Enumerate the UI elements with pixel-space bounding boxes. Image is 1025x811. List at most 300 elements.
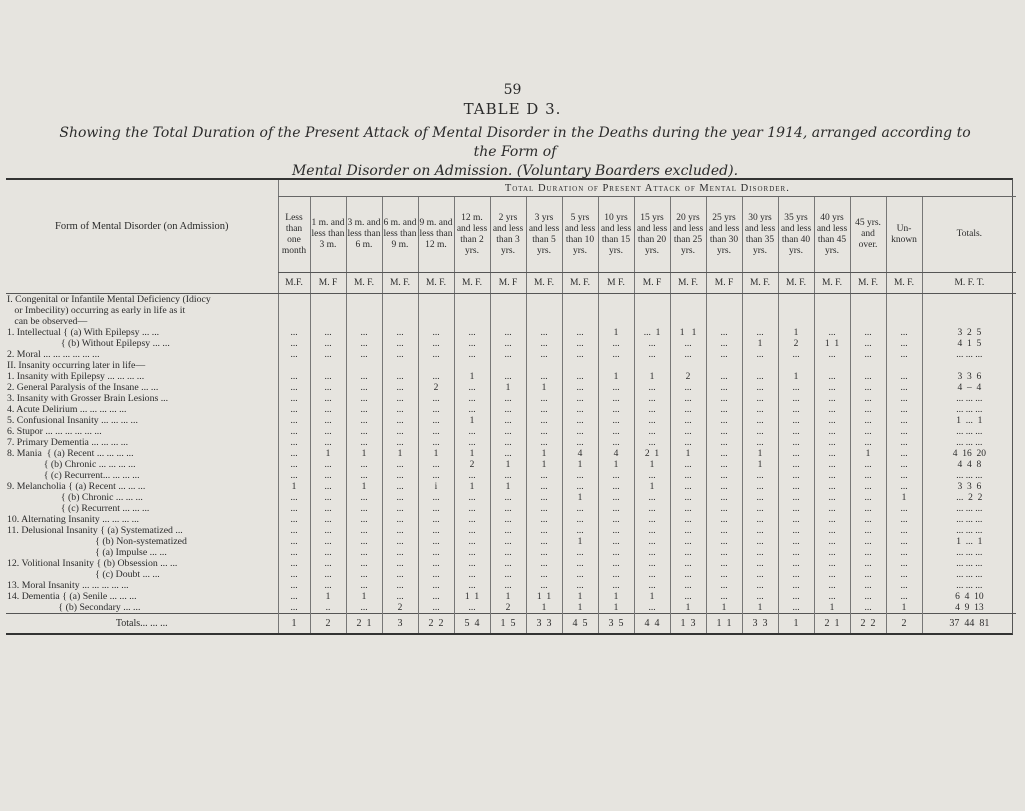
table-cell: ...	[814, 569, 850, 580]
table-cell: ...	[634, 536, 670, 547]
table-cell: 1	[742, 459, 778, 470]
table-cell: ...	[634, 558, 670, 569]
table-cell: ...	[310, 580, 346, 591]
empty-cell	[490, 316, 526, 327]
table-cell: ...	[310, 536, 346, 547]
empty-cell	[886, 305, 922, 316]
table-cell: ...	[634, 349, 670, 360]
empty-cell	[670, 360, 706, 371]
table-cell: ...	[598, 525, 634, 536]
empty-cell	[778, 360, 814, 371]
sex-subheader: M. F	[310, 273, 346, 294]
table-cell: ...	[850, 349, 886, 360]
sex-row-blank	[6, 273, 278, 294]
table-cell: ...	[634, 338, 670, 349]
table-cell: 1	[454, 371, 490, 382]
table-cell: ...	[526, 492, 562, 503]
sex-subheader: M. F	[490, 273, 526, 294]
table-cell: ...	[346, 459, 382, 470]
table-caption	[50, 124, 980, 181]
table-cell: ...	[346, 349, 382, 360]
column-header: 30 yrs and less than 35 yrs.	[742, 197, 778, 273]
table-cell: ...	[310, 481, 346, 492]
table-cell: 1	[278, 481, 310, 492]
table-cell: ...	[850, 481, 886, 492]
column-header: 1 m. and less than 3 m.	[310, 197, 346, 273]
empty-cell	[346, 360, 382, 371]
table-cell: ...	[706, 349, 742, 360]
table-cell: ...	[814, 426, 850, 437]
table-cell: ...	[562, 558, 598, 569]
table-cell: 1	[490, 481, 526, 492]
table-cell: 1	[598, 327, 634, 338]
table-cell: ...	[454, 514, 490, 525]
table-cell: ...	[418, 404, 454, 415]
table-cell: 1	[634, 459, 670, 470]
table-cell: ...	[310, 437, 346, 448]
column-header: 3 m. and less than 6 m.	[346, 197, 382, 273]
table-cell: ...	[418, 547, 454, 558]
empty-cell	[778, 305, 814, 316]
table-cell: 1	[634, 371, 670, 382]
totals-cell: 37 44 81	[922, 614, 1016, 634]
empty-cell	[778, 294, 814, 306]
table-cell: ...	[382, 404, 418, 415]
table-cell: ...	[562, 426, 598, 437]
table-row	[6, 338, 1016, 349]
empty-cell	[598, 305, 634, 316]
table-cell: ...	[346, 503, 382, 514]
empty-cell	[382, 305, 418, 316]
sex-subheader: M. F	[634, 273, 670, 294]
table-cell: ...	[490, 371, 526, 382]
table-cell: ...	[598, 382, 634, 393]
table-cell: ...	[278, 580, 310, 591]
empty-cell	[346, 316, 382, 327]
table-cell: 3 3 6	[922, 371, 1016, 382]
table-cell: ...	[886, 371, 922, 382]
table-cell: ...	[278, 437, 310, 448]
table-cell: ...	[778, 437, 814, 448]
table-cell: ...	[778, 503, 814, 514]
table-cell: ...	[346, 536, 382, 547]
table-cell: ...	[814, 525, 850, 536]
table-cell: ...	[278, 547, 310, 558]
table-cell: ...	[706, 558, 742, 569]
table-cell: ...	[670, 580, 706, 591]
table-cell: ...	[346, 415, 382, 426]
table-cell: ... 1	[634, 327, 670, 338]
empty-cell	[454, 294, 490, 306]
row-label: { (a) Impulse ... ...	[7, 547, 167, 558]
table-cell: ...	[454, 558, 490, 569]
table-cell: ...	[670, 591, 706, 602]
table-cell: ...	[634, 580, 670, 591]
sex-subheader: M. F.	[850, 273, 886, 294]
table-cell: 1	[526, 602, 562, 614]
table-row	[6, 393, 1016, 404]
empty-cell	[742, 360, 778, 371]
table-cell: ...	[742, 514, 778, 525]
table-cell: ...	[454, 503, 490, 514]
table-cell: ...	[382, 382, 418, 393]
totals-cell: 1 3	[670, 614, 706, 634]
empty-cell	[346, 294, 382, 306]
table-cell: ...	[418, 470, 454, 481]
table-cell: ...	[742, 525, 778, 536]
table-cell: ...	[814, 382, 850, 393]
empty-cell	[490, 305, 526, 316]
table-cell: ...	[850, 426, 886, 437]
row-label: { (b) Chronic ... ... ... ...	[7, 459, 136, 470]
table-cell: 1	[562, 591, 598, 602]
totals-cell: 1	[778, 614, 814, 634]
table-cell: ...	[382, 393, 418, 404]
table-cell: ...	[454, 338, 490, 349]
row-label: II. Insanity occurring later in life—	[7, 360, 146, 371]
table-cell: ...	[454, 569, 490, 580]
table-cell: 2	[454, 459, 490, 470]
table-cell: ...	[562, 569, 598, 580]
empty-cell	[886, 294, 922, 306]
table-cell: ...	[382, 591, 418, 602]
column-header: Less than one month	[278, 197, 310, 273]
table-cell: ...	[310, 525, 346, 536]
row-label: 13. Moral Insanity ... ... ... ... ...	[7, 580, 129, 591]
table-cell: ... ... ...	[922, 470, 1016, 481]
empty-cell	[526, 360, 562, 371]
column-header: 25 yrs and less than 30 yrs.	[706, 197, 742, 273]
table-cell: ...	[598, 558, 634, 569]
table-cell: ...	[490, 415, 526, 426]
table-cell: ...	[598, 415, 634, 426]
sex-subheader-row	[6, 273, 1016, 294]
table-cell: ...	[418, 371, 454, 382]
table-cell: ...	[310, 393, 346, 404]
table-cell: ...	[454, 393, 490, 404]
table-cell: ...	[526, 426, 562, 437]
table-cell: ...	[310, 404, 346, 415]
table-row	[6, 415, 1016, 426]
table-cell: ...	[886, 437, 922, 448]
table-cell: ...	[706, 536, 742, 547]
table-cell: ...	[382, 481, 418, 492]
table-cell: ...	[634, 470, 670, 481]
table-cell: ...	[490, 393, 526, 404]
table-cell: ...	[742, 580, 778, 591]
table-cell: ...	[490, 426, 526, 437]
table-cell: ...	[850, 503, 886, 514]
table-cell: ...	[886, 459, 922, 470]
table-cell: ...	[562, 415, 598, 426]
table-cell: ...	[490, 448, 526, 459]
table-cell: 3 2 5	[922, 327, 1016, 338]
table-cell: ...	[526, 514, 562, 525]
table-cell: ...	[742, 404, 778, 415]
table-cell: 1	[886, 602, 922, 614]
sex-subheader: M. F.	[742, 273, 778, 294]
table-cell: ...	[850, 382, 886, 393]
table-cell: ... ... ...	[922, 547, 1016, 558]
table-cell: ...	[850, 371, 886, 382]
table-cell: ...	[346, 547, 382, 558]
table-cell: ...	[742, 536, 778, 547]
table-cell: ...	[418, 349, 454, 360]
table-cell: ...	[278, 393, 310, 404]
table-cell: ...	[598, 503, 634, 514]
section-heading-row	[6, 360, 1016, 371]
totals-cell: 1	[278, 614, 310, 634]
table-cell: ...	[278, 503, 310, 514]
totals-cell: 5 4	[454, 614, 490, 634]
table-cell: ...	[310, 459, 346, 470]
table-cell: ...	[706, 426, 742, 437]
empty-cell	[742, 316, 778, 327]
empty-cell	[706, 305, 742, 316]
table-cell: ...	[418, 569, 454, 580]
table-cell: ...	[382, 558, 418, 569]
empty-cell	[706, 294, 742, 306]
table-cell: ...	[562, 503, 598, 514]
table-cell: ...	[670, 349, 706, 360]
table-cell: ...	[670, 536, 706, 547]
empty-cell	[562, 316, 598, 327]
table-cell: ...	[310, 503, 346, 514]
table-cell: ...	[850, 415, 886, 426]
table-cell: ...	[382, 492, 418, 503]
totals-label: Totals... ... ...	[6, 614, 278, 634]
table-cell: 2	[490, 602, 526, 614]
table-cell: ...	[382, 415, 418, 426]
empty-cell	[454, 305, 490, 316]
row-label: 1. Insanity with Epilepsy ... ... ... ...	[7, 371, 145, 382]
empty-cell	[526, 316, 562, 327]
table-cell: 1	[598, 459, 634, 470]
table-cell: 2	[418, 382, 454, 393]
table-cell: ...	[310, 371, 346, 382]
table-cell: ...	[886, 470, 922, 481]
row-label: { (b) Secondary ... ...	[7, 602, 141, 613]
table-cell: 1	[598, 602, 634, 614]
sex-subheader: M F.	[598, 273, 634, 294]
table-cell: ...	[742, 437, 778, 448]
table-cell: ...	[278, 569, 310, 580]
table-cell: 1	[346, 481, 382, 492]
table-cell: ...	[346, 580, 382, 591]
empty-cell	[278, 305, 310, 316]
table-cell: 1	[454, 415, 490, 426]
sex-subheader: M. F	[706, 273, 742, 294]
table-title: TABLE D 3.	[463, 100, 562, 118]
table-cell: ...	[454, 547, 490, 558]
table-cell: ...	[598, 580, 634, 591]
table-cell: ...	[346, 371, 382, 382]
table-cell: ...	[706, 382, 742, 393]
table-cell: ...	[814, 404, 850, 415]
table-cell: ...	[742, 481, 778, 492]
table-cell: 1 1	[814, 338, 850, 349]
table-cell: ...	[634, 492, 670, 503]
table-cell: ...	[418, 503, 454, 514]
column-header: 10 yrs and less than 15 yrs.	[598, 197, 634, 273]
table-cell: ...	[670, 492, 706, 503]
table-cell: ...	[706, 327, 742, 338]
table-cell: ...	[278, 349, 310, 360]
table-cell: ...	[310, 569, 346, 580]
table-cell: ...	[526, 371, 562, 382]
table-cell: ...	[346, 470, 382, 481]
table-cell: ...	[418, 426, 454, 437]
table-cell: ...	[562, 327, 598, 338]
table-cell: ...	[598, 404, 634, 415]
table-cell: ...	[886, 349, 922, 360]
table-cell: 1	[562, 602, 598, 614]
table-cell: ...	[850, 470, 886, 481]
table-cell: ...	[382, 536, 418, 547]
table-cell: ...	[742, 415, 778, 426]
caption-line-2: Mental Disorder on Admission. (Voluntary Boarders excluded).	[291, 163, 739, 179]
table-cell: ...	[886, 415, 922, 426]
duration-table	[6, 180, 1016, 633]
table-body	[6, 294, 1016, 614]
table-cell: 1	[526, 448, 562, 459]
table-cell: ...	[454, 470, 490, 481]
table-cell: ...	[598, 569, 634, 580]
table-cell: ...	[886, 393, 922, 404]
table-cell: 2	[382, 602, 418, 614]
table-row	[6, 525, 1016, 536]
table-cell: ...	[850, 492, 886, 503]
row-label: { (b) Chronic ... ... ...	[7, 492, 143, 503]
column-header: 45 yrs. and over.	[850, 197, 886, 273]
empty-cell	[922, 305, 1016, 316]
table-cell: ...	[670, 459, 706, 470]
table-cell: ...	[278, 459, 310, 470]
table-cell: ...	[634, 525, 670, 536]
table-cell: ...	[526, 327, 562, 338]
table-cell: ...	[418, 591, 454, 602]
table-cell: ...	[490, 349, 526, 360]
table-cell: ...	[850, 569, 886, 580]
table-cell: ...	[706, 470, 742, 481]
row-label: 10. Alternating Insanity ... ... ... ...	[7, 514, 139, 525]
table-cell: ...	[562, 470, 598, 481]
totals-cell: 3 5	[598, 614, 634, 634]
table-cell: ...	[814, 558, 850, 569]
table-cell: ...	[850, 558, 886, 569]
section-heading-row	[6, 305, 1016, 316]
row-label: or Imbecility) occurring as early in life as it	[7, 305, 186, 316]
table-cell: ...	[850, 393, 886, 404]
table-cell: 1	[742, 448, 778, 459]
table-cell: ...	[526, 525, 562, 536]
row-label: { (b) Without Epilepsy ... ...	[7, 338, 170, 349]
table-cell: ...	[310, 492, 346, 503]
table-cell: 1	[310, 591, 346, 602]
table-cell: ...	[706, 393, 742, 404]
table-cell: ...	[382, 569, 418, 580]
table-cell: ...	[382, 514, 418, 525]
table-cell: 1	[526, 382, 562, 393]
table-cell: ...	[814, 547, 850, 558]
table-cell: ...	[490, 338, 526, 349]
empty-cell	[454, 316, 490, 327]
empty-cell	[850, 294, 886, 306]
table-cell: ...	[346, 338, 382, 349]
table-cell: ...	[454, 492, 490, 503]
table-row	[6, 580, 1016, 591]
table-cell: ...	[850, 580, 886, 591]
section-heading-row	[6, 294, 1016, 306]
table-cell: 1 1	[670, 327, 706, 338]
table-cell: ...	[310, 426, 346, 437]
column-header: 12 m. and less than 2 yrs.	[454, 197, 490, 273]
table-cell: ...	[706, 503, 742, 514]
table-cell: ...	[670, 569, 706, 580]
table-cell: ...	[562, 338, 598, 349]
table-row	[6, 602, 1016, 614]
table-cell: ...	[814, 448, 850, 459]
sex-subheader: M. F.	[778, 273, 814, 294]
empty-cell	[346, 305, 382, 316]
table-cell: 4 1 5	[922, 338, 1016, 349]
table-cell: ...	[310, 349, 346, 360]
table-cell: ...	[670, 437, 706, 448]
duration-superheader: Total Duration of Present Attack of Mental Disorder.	[278, 180, 1016, 197]
table-cell: 2 1	[634, 448, 670, 459]
table-cell: ...	[634, 569, 670, 580]
column-header: 40 yrs and less than 45 yrs.	[814, 197, 850, 273]
table-cell: ...	[706, 437, 742, 448]
table-cell: ...	[634, 514, 670, 525]
table-cell: ...	[346, 558, 382, 569]
empty-cell	[922, 316, 1016, 327]
column-header: 15 yrs and less than 20 yrs.	[634, 197, 670, 273]
totals-cell: 4 4	[634, 614, 670, 634]
table-cell: ...	[310, 415, 346, 426]
totals-cell: 2 1	[814, 614, 850, 634]
table-cell: ...	[706, 580, 742, 591]
table-cell: ...	[562, 382, 598, 393]
table-cell: ...	[562, 349, 598, 360]
table-cell: ...	[850, 404, 886, 415]
table-cell: ...	[706, 525, 742, 536]
table-row	[6, 371, 1016, 382]
table-cell: ... ... ...	[922, 525, 1016, 536]
table-cell: ...	[562, 580, 598, 591]
table-cell: ...	[886, 547, 922, 558]
table-cell: ...	[742, 547, 778, 558]
table-cell: ...	[454, 426, 490, 437]
table-cell: ...	[670, 393, 706, 404]
table-cell: ...	[742, 327, 778, 338]
totals-cell: 2 2	[418, 614, 454, 634]
table-cell: ...	[346, 327, 382, 338]
table-cell: ...	[346, 426, 382, 437]
table-cell: ...	[778, 448, 814, 459]
column-header: 35 yrs and less than 40 yrs.	[778, 197, 814, 273]
table-cell: ...	[278, 382, 310, 393]
table-cell: ...	[382, 459, 418, 470]
totals-cell: 2 2	[850, 614, 886, 634]
table-cell: ...	[670, 382, 706, 393]
table-cell: 6 4 10	[922, 591, 1016, 602]
table-cell: ...	[490, 525, 526, 536]
row-label: 1. Intellectual { (a) With Epilepsy ... ...	[7, 327, 160, 338]
table-cell: ...	[346, 492, 382, 503]
table-cell: ...	[742, 492, 778, 503]
table-cell: ...	[598, 349, 634, 360]
